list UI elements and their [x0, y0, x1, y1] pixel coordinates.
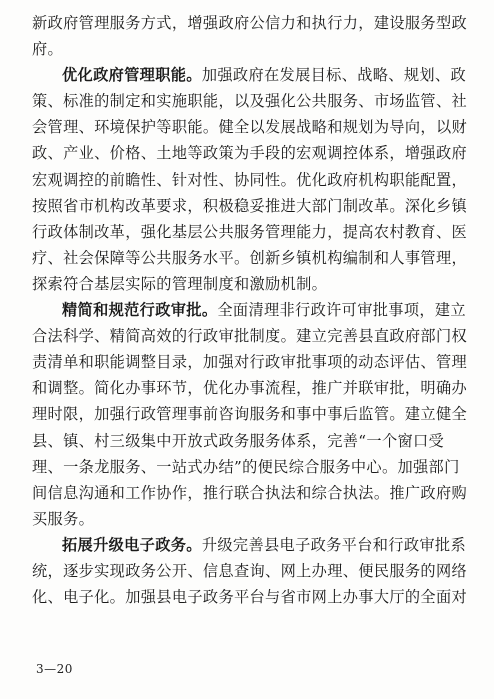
line-text: 理时限，加强行政管理事前咨询服务和事中事后监管。建立健全: [32, 405, 468, 424]
text-line: [32, 401, 468, 427]
text-line: [32, 36, 462, 62]
line-text: 间信息沟通和工作协作，推行联合执法和综合执法。推广政府购: [32, 483, 468, 502]
line-text: 行政体制改革，强化基层公共服务管理能力，提高农村教育、医: [32, 222, 468, 241]
line-text: 加强政府在发展目标、战略、规划、政: [201, 66, 466, 85]
line-text: 政、产业、价格、土地等政策为手段的宏观调控体系，增强政府: [32, 144, 468, 163]
text-line: [32, 532, 466, 558]
text-line: [32, 480, 468, 506]
line-text: 合法科学、精简高效的行政审批制度。建立完善县直政府部门权: [32, 327, 468, 346]
line-text: 统，逐步实现政务公开、信息查询、网上办理、便民服务的网络: [32, 561, 468, 580]
text-line: [32, 271, 462, 297]
text-line: [32, 62, 466, 88]
text-line: [32, 140, 468, 166]
text-line: [32, 584, 468, 610]
line-text: 化、电子化。加强县电子政务平台与省市网上办事大厅的全面对: [32, 588, 468, 607]
line-text: 疗、社会保障等公共服务水平。创新乡镇机构编制和人事管理，: [32, 248, 468, 267]
text-line: [32, 375, 468, 401]
line-text: 府。: [32, 40, 64, 59]
text-line: [32, 10, 468, 36]
section-heading: 拓展升级电子政务。: [62, 535, 202, 554]
page-number: 3—20: [36, 662, 73, 676]
text-line: [32, 167, 468, 193]
line-text: 理、一条龙服务、一站式办结”的便民综合服务中心。加强部门: [32, 457, 460, 476]
line-text: 宏观调控的前瞻性、针对性、协同性。优化政府机构职能配置，: [32, 170, 468, 189]
section-heading: 精简和规范行政审批。: [62, 301, 218, 320]
text-line: [32, 245, 468, 271]
line-text: 买服务。: [32, 509, 95, 528]
text-line: [32, 193, 468, 219]
text-line: [32, 88, 468, 114]
line-text: 县、镇、村三级集中开放式政务服务体系，完善“一个窗口受: [32, 431, 445, 450]
line-text: 按照省市机构改革要求，积极稳妥推进大部门制改革。深化乡镇: [32, 196, 468, 215]
line-text: 全面清理非行政许可审批事项，建立: [217, 301, 466, 320]
text-line: [32, 219, 468, 245]
text-line: [32, 558, 468, 584]
text-line: [32, 428, 462, 454]
line-text: 会管理、环境保护等职能。健全以发展战略和规划为导向，以财: [32, 118, 468, 137]
text-line: [32, 349, 468, 375]
section-heading: 优化政府管理职能。: [62, 66, 202, 85]
line-text: 探索符合基层实际的管理制度和激励机制。: [32, 274, 328, 293]
line-text: 责清单和职能调整目录，加强对行政审批事项的动态评估、管理: [32, 353, 468, 372]
line-text: 升级完善县电子政务平台和行政审批系: [201, 535, 466, 554]
line-text: 策、标准的制定和实施职能，以及强化公共服务、市场监管、社: [32, 92, 468, 111]
text-line: [32, 454, 462, 480]
body-text: [32, 10, 468, 610]
text-line: [32, 114, 468, 140]
line-text: 新政府管理服务方式，增强政府公信力和执行力，建设服务型政: [32, 14, 468, 32]
line-text: 和调整。简化办事环节，优化办事流程，推广并联审批，明确办: [32, 379, 468, 398]
text-line: [32, 297, 466, 323]
text-line: [32, 323, 468, 349]
text-line: [32, 506, 462, 532]
